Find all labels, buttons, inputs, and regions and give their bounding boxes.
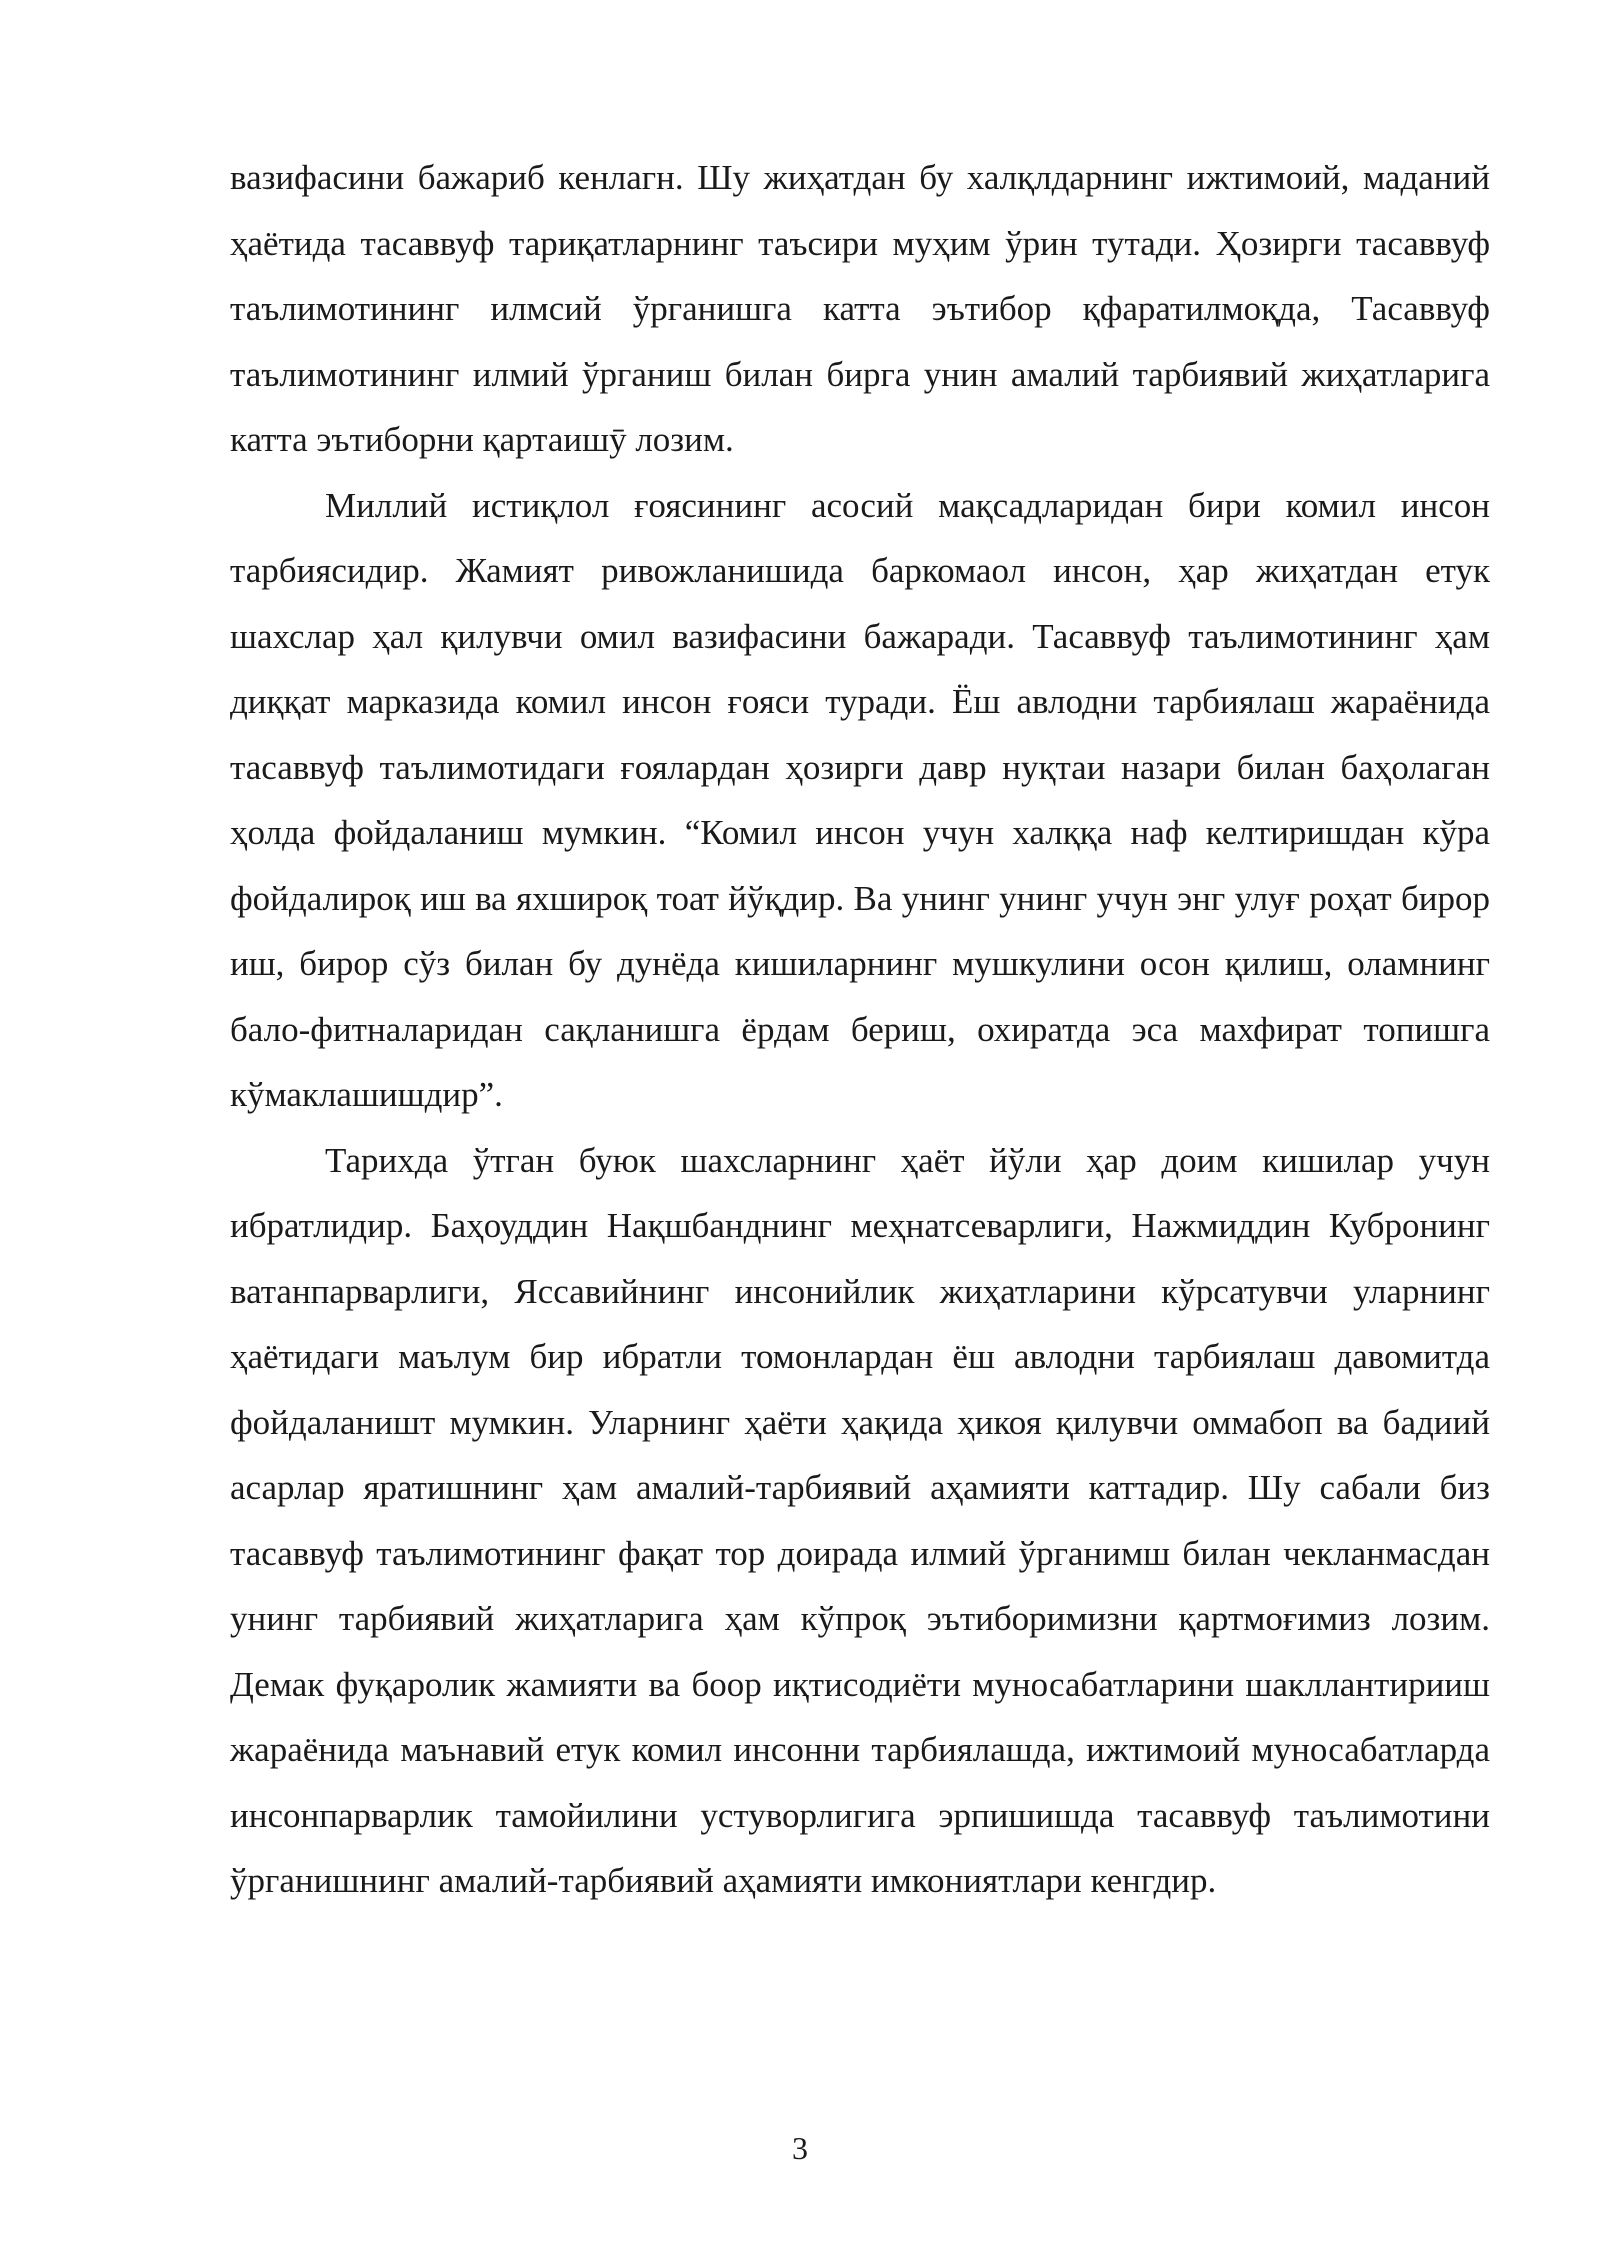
paragraph-3: Тарихда ўтган буюк шахсларнинг ҳаёт йўли ҳар доим кишилар учун ибратлидир. Баҳоуддин Нақшбанднинг меҳнатсеварлиги, Нажмиддин Кубронинг ватанпарварлиги, Яссавийнинг инсонийлик жиҳатларини кўрсатувчи уларнинг ҳаётидаги маълум бир ибратли томонлардан ёш авлодни тарбиялаш давомитда фойдаланишт мумкин. Уларнинг ҳаёти ҳақида ҳикоя қилувчи оммабоп ва бадиий асарлар яратишнинг ҳам амалий-тарбиявий аҳамияти каттадир. Шу сабали биз тасаввуф таълимотининг фақат тор доирада илмий ўрганимш билан чекланмасдан унинг тарбиявий жиҳатларига ҳам кўпроқ эътиборимизни қартмоғимиз лозим. Демак фуқаролик жамияти ва боор иқтисодиёти муносабатларини шакллантирииш жараёнида маънавий етук комил инсонни тарбиялашда, ижтимоий муносабатларда инсонпарварлик тамойилини устуворлигига эрпишишда тасаввуф таълимотини ўрганишнинг амалий-тарбиявий аҳамияти имкониятлари кенгдир.	[230, 1140, 1490, 1900]
paragraph-1: вазифасини бажариб кенлагн. Шу жиҳатдан бу халқлдарнинг ижтимоий, маданий ҳаётида тасаввуф тариқатларнинг таъсири муҳим ўрин тутади. Ҳозирги тасаввуф таълимотининг илмсий ўрганишга катта эътибор қфаратилмоқда, Тасаввуф таълимотининг илмий ўрганиш билан бирга унин амалий тарбиявий жиҳатларига катта эътиборни қартаишӯ лозим.	[230, 158, 1490, 459]
body-text	[230, 145, 1490, 1914]
paragraph-2: Миллий истиқлол ғоясининг асосий мақсадларидан бири комил инсон тарбиясидир. Жамият ривожланишида баркомаол инсон, ҳар жиҳатдан етук шахслар ҳал қилувчи омил вазифасини бажаради. Тасаввуф таълимотининг ҳам диққат марказида комил инсон ғояси туради. Ёш авлодни тарбиялаш жараёнида тасаввуф таълимотидаги ғоялардан ҳозирги давр нуқтаи назари билан баҳолаган ҳолда фойдаланиш мумкин. “Комил инсон учун халққа наф келтиришдан кўра фойдалироқ иш ва яхшироқ тоат йўқдир. Ва унинг унинг учун энг улуғ роҳат бирор иш, бирор сўз билан бу дунёда кишиларнинг мушкулини осон қилиш, оламнинг бало-фитналаридан сақланишга ёрдам бериш, охиратда эса махфират топишга кўмаклашишдир”.	[230, 485, 1490, 1114]
page-number: 3	[792, 2130, 808, 2166]
